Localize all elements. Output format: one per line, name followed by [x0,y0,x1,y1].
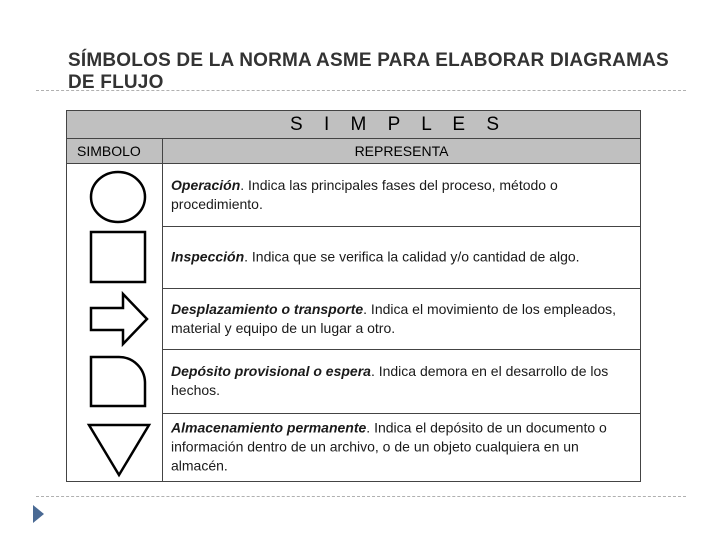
asme-symbols-table [66,110,641,482]
row-text: . Indica que se verifica la calidad y/o cantidad de algo. [244,248,580,265]
column-header-represents: REPRESENTA [354,143,449,159]
row-description [171,176,636,214]
symbol-cell [67,413,162,481]
table-row-desplazamiento [67,288,640,349]
top-divider [36,90,686,91]
table-column-headers [67,139,640,164]
row-description [171,419,636,476]
row-term: Depósito provisional o espera [171,363,371,379]
row-term: Operación [171,177,241,193]
row-text: . Indica demora en el desarrollo de los hechos. [171,363,609,398]
table-row-almacenamiento [67,413,640,481]
table-row-deposito [67,349,640,413]
d-shape-delay-icon [67,349,162,413]
row-text: . Indica el depósito de un documento o información dentro de un archivo, o de un objeto cualquiera en un almacén. [171,419,607,474]
square-inspection-icon [67,226,162,288]
row-term: Desplazamiento o transporte [171,300,364,317]
table-row-inspeccion [67,226,640,288]
next-slide-arrow-icon[interactable] [33,505,44,523]
table-header-simples: S I M P L E S [67,111,640,139]
circle-operation-icon [67,164,162,226]
slide-title: SÍMBOLOS DE LA NORMA ASME PARA ELABORAR DIAGRAMAS DE FLUJO [68,50,669,93]
row-text: . Indica el movimiento de los empleados, material y equipo de un lugar a otro. [171,300,617,336]
triangle-storage-icon [67,413,162,481]
symbol-cell [67,164,162,226]
bottom-divider [36,496,686,497]
symbol-cell [67,226,162,288]
row-description [171,362,636,400]
row-term: Inspección [171,248,245,265]
arrow-transport-icon [67,288,162,349]
table-row-operacion [67,164,640,226]
symbol-cell [67,288,162,349]
column-header-symbol: SIMBOLO [67,139,163,163]
row-description [171,300,636,338]
symbol-cell [67,349,162,413]
row-term: Almacenamiento permanente [171,419,367,436]
row-text: . Indica las principales fases del proceso, método o procedimiento. [171,177,558,212]
row-description [171,248,636,267]
